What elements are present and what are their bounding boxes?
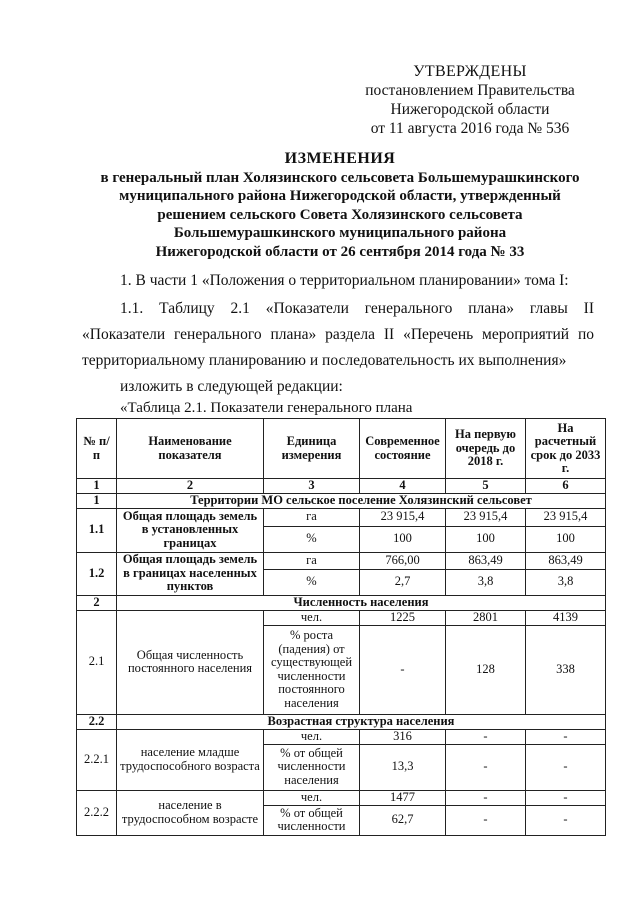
row-current: 62,7 bbox=[360, 805, 446, 835]
row-first-stage: - bbox=[446, 744, 526, 790]
table-header-row bbox=[77, 419, 606, 479]
document-title: ИЗМЕНЕНИЯ bbox=[284, 150, 396, 167]
heading-line-3: решением сельского Совета Холязинского сельсовета bbox=[157, 206, 523, 223]
table-row bbox=[77, 552, 606, 569]
document-heading bbox=[70, 150, 610, 261]
colnum: 5 bbox=[446, 479, 526, 494]
table-row bbox=[77, 729, 606, 744]
row-unit: га bbox=[264, 508, 360, 526]
heading-line-4: Большемурашкинского муниципального района bbox=[173, 225, 507, 241]
approval-line-1: постановлением Правительства bbox=[365, 82, 575, 99]
header-unit: Единица измерения bbox=[264, 419, 360, 479]
heading-line-5: Нижегородской области от 26 сентября 2014 года № 33 bbox=[155, 243, 525, 260]
row-target: 338 bbox=[526, 625, 606, 714]
row-target: - bbox=[526, 729, 606, 744]
section-row bbox=[77, 595, 606, 610]
row-first-stage: 128 bbox=[446, 625, 526, 714]
row-unit: % от общей численности bbox=[264, 805, 360, 835]
approval-line-2: Нижегородской области bbox=[390, 101, 550, 118]
row-current: - bbox=[360, 625, 446, 714]
row-current: 100 bbox=[360, 526, 446, 552]
row-first-stage: 100 bbox=[446, 526, 526, 552]
paragraph-2-text: 1.1. Таблицу 2.1 «Показатели генерального плана» главы II «Показатели генерального плана» раздела II «Перечень мероприятий по территориальному планированию и последовательность их выполнения» bbox=[82, 300, 594, 369]
heading-line-2: муниципального района Нижегородской области, утвержденный bbox=[119, 188, 561, 204]
row-unit: % bbox=[264, 569, 360, 595]
paragraph-2 bbox=[82, 296, 594, 400]
section-title: Возрастная структура населения bbox=[117, 714, 606, 729]
row-first-stage: 23 915,4 bbox=[446, 508, 526, 526]
row-unit: % от общей численности населения bbox=[264, 744, 360, 790]
heading-line-1: в генеральный план Холязинского сельсовета Большемурашкинского bbox=[100, 169, 580, 186]
section-row bbox=[77, 714, 606, 729]
row-unit: % bbox=[264, 526, 360, 552]
colnum: 6 bbox=[526, 479, 606, 494]
row-unit: чел. bbox=[264, 729, 360, 744]
header-current: Современное состояние bbox=[360, 419, 446, 479]
indicators-table bbox=[76, 418, 606, 836]
row-first-stage: 863,49 bbox=[446, 552, 526, 569]
row-target: 863,49 bbox=[526, 552, 606, 569]
row-number: 2.2.2 bbox=[77, 790, 117, 835]
row-number: 2.2.1 bbox=[77, 729, 117, 790]
row-current: 2,7 bbox=[360, 569, 446, 595]
header-number: № п/п bbox=[77, 419, 117, 479]
row-first-stage: - bbox=[446, 790, 526, 805]
section-number: 1 bbox=[77, 493, 117, 508]
row-name: Общая площадь земель в границах населенных пунктов bbox=[117, 552, 264, 595]
row-name: население в трудоспособном возрасте bbox=[117, 790, 264, 835]
row-target: 100 bbox=[526, 526, 606, 552]
row-first-stage: 3,8 bbox=[446, 569, 526, 595]
row-number: 1.2 bbox=[77, 552, 117, 595]
table-caption: «Таблица 2.1. Показатели генерального плана bbox=[120, 400, 413, 416]
column-number-row bbox=[77, 479, 606, 494]
row-target: - bbox=[526, 790, 606, 805]
header-target: На расчетный срок до 2033 г. bbox=[526, 419, 606, 479]
colnum: 3 bbox=[264, 479, 360, 494]
section-row bbox=[77, 493, 606, 508]
colnum: 1 bbox=[77, 479, 117, 494]
section-number: 2.2 bbox=[77, 714, 117, 729]
row-current: 23 915,4 bbox=[360, 508, 446, 526]
row-name: Общая площадь земель в установленных границах bbox=[117, 508, 264, 552]
row-current: 766,00 bbox=[360, 552, 446, 569]
section-title: Территории МО сельское поселение Холязинский сельсовет bbox=[117, 493, 606, 508]
row-unit: % роста (падения) от существующей численности постоянного населения bbox=[264, 625, 360, 714]
row-target: 23 915,4 bbox=[526, 508, 606, 526]
colnum: 4 bbox=[360, 479, 446, 494]
row-target: 4139 bbox=[526, 610, 606, 625]
row-target: 3,8 bbox=[526, 569, 606, 595]
row-current: 1225 bbox=[360, 610, 446, 625]
row-current: 316 bbox=[360, 729, 446, 744]
table-row bbox=[77, 610, 606, 625]
row-current: 13,3 bbox=[360, 744, 446, 790]
row-first-stage: - bbox=[446, 729, 526, 744]
header-name: Наименование показателя bbox=[117, 419, 264, 479]
row-name: Общая численность постоянного населения bbox=[117, 610, 264, 714]
row-number: 1.1 bbox=[77, 508, 117, 552]
section-number: 2 bbox=[77, 595, 117, 610]
row-unit: чел. bbox=[264, 610, 360, 625]
approval-block bbox=[340, 62, 600, 138]
row-unit: чел. bbox=[264, 790, 360, 805]
paragraph-2-last: изложить в следующей редакции: bbox=[120, 378, 343, 395]
colnum: 2 bbox=[117, 479, 264, 494]
row-first-stage: - bbox=[446, 805, 526, 835]
row-unit: га bbox=[264, 552, 360, 569]
table-row bbox=[77, 790, 606, 805]
row-name: население младше трудоспособного возраста bbox=[117, 729, 264, 790]
approval-line-3: от 11 августа 2016 года № 536 bbox=[370, 120, 570, 137]
header-first-stage: На первую очередь до 2018 г. bbox=[446, 419, 526, 479]
row-target: - bbox=[526, 805, 606, 835]
row-first-stage: 2801 bbox=[446, 610, 526, 625]
table-row bbox=[77, 508, 606, 526]
row-number: 2.1 bbox=[77, 610, 117, 714]
section-title: Численность населения bbox=[117, 595, 606, 610]
row-target: - bbox=[526, 744, 606, 790]
approval-title: УТВЕРЖДЕНЫ bbox=[413, 63, 527, 80]
row-current: 1477 bbox=[360, 790, 446, 805]
paragraph-1: 1. В части 1 «Положения о территориальном планировании» тома I: bbox=[120, 272, 569, 289]
